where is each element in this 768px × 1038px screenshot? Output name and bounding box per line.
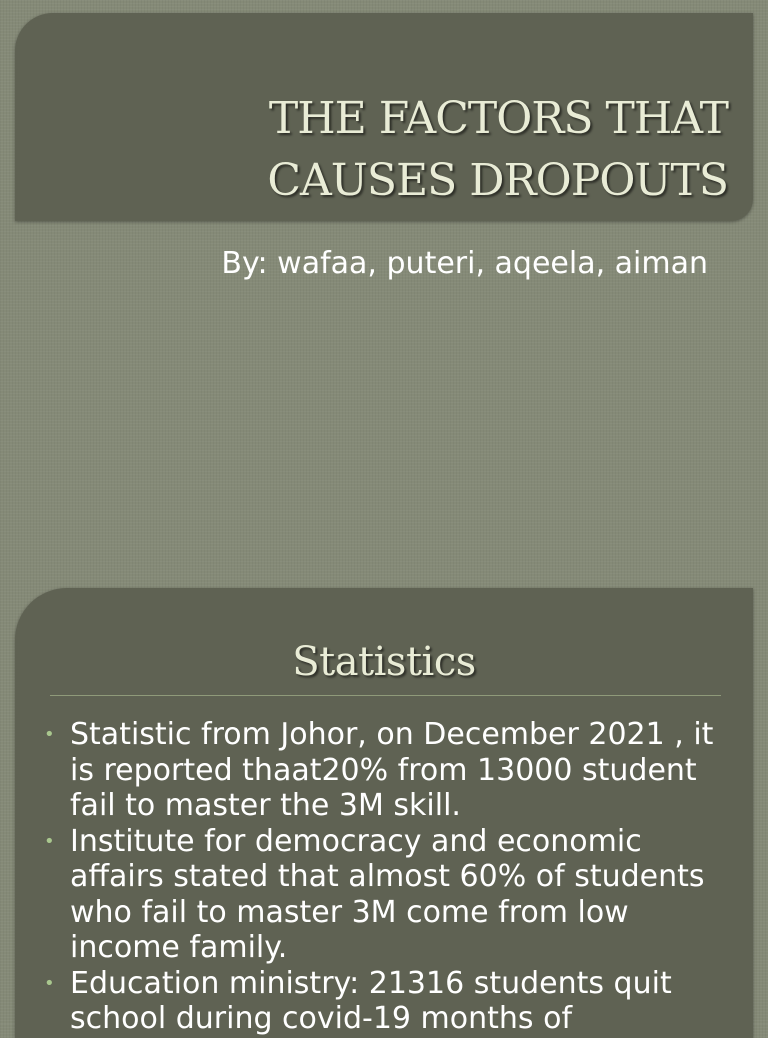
bullet-item xyxy=(44,966,744,1037)
bullet-item xyxy=(44,717,744,824)
section-title: Statistics xyxy=(292,639,476,685)
bullet-text: Statistic from Johor, on December 2021 , it is reported thaat20% from 13000 student fail to master the 3M skill. xyxy=(70,717,714,823)
bullet-dot-icon: • xyxy=(44,724,55,745)
slide-subtitle-authors: By: wafaa, puteri, aqeela, aiman xyxy=(221,246,708,281)
bullet-dot-icon: • xyxy=(44,830,55,852)
statistics-slide xyxy=(0,580,768,1036)
slide-title: THE FACTORS THAT CAUSES DROPOUTS xyxy=(267,93,728,206)
bullet-item xyxy=(44,824,744,966)
bullet-text: Education ministry: 21316 students quit school during covid-19 months of xyxy=(70,965,672,1036)
bullet-text: Institute for democracy and economic affairs stated that almost 60% of students who fail to master 3M come from low income family. xyxy=(70,823,705,965)
title-divider xyxy=(50,695,721,696)
bullet-list xyxy=(44,717,744,1037)
bullet-dot-icon: • xyxy=(44,972,55,994)
